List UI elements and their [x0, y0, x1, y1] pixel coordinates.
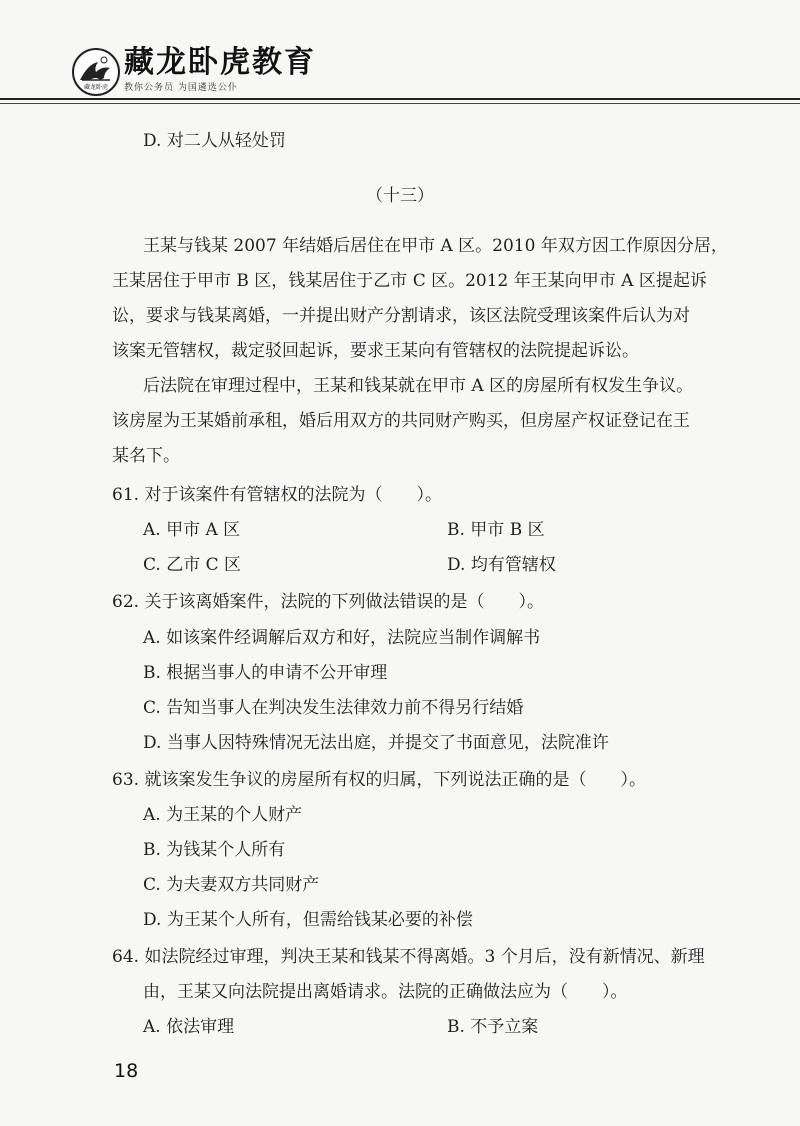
question-61-option-a: A. 甲市 A 区 [143, 520, 241, 540]
passage-line: 该房屋为王某婚前承租，婚后用双方的共同财产购买，但房屋产权证登记在王 [112, 411, 690, 431]
question-64-stem: 64. 如法院经过审理，判决王某和钱某不得离婚。3 个月后，没有新情况、新理 [112, 947, 705, 967]
question-62-option-d: D. 当事人因特殊情况无法出庭，并提交了书面意见，法院准许 [143, 733, 609, 753]
passage-line: 后法院在审理过程中，王某和钱某就在甲市 A 区的房屋所有权发生争议。 [143, 376, 694, 396]
question-62-option-a: A. 如该案件经调解后双方和好，法院应当制作调解书 [143, 628, 541, 648]
question-61-option-b: B. 甲市 B 区 [447, 520, 545, 540]
question-64-stem-continued: 由，王某又向法院提出离婚请求。法院的正确做法应为（ ）。 [143, 982, 628, 1002]
question-64-option-b: B. 不予立案 [447, 1017, 539, 1037]
question-63-option-b: B. 为钱某个人所有 [143, 840, 286, 860]
question-63-stem: 63. 就该案发生争议的房屋所有权的归属，下列说法正确的是（ ）。 [112, 770, 646, 790]
page-number: 18 [114, 1060, 139, 1082]
page-header [0, 0, 800, 104]
question-63-option-c: C. 为夫妻双方共同财产 [143, 875, 320, 895]
passage-line: 讼，要求与钱某离婚，一并提出财产分割请求，该区法院受理该案件后认为对 [112, 306, 690, 326]
question-62-option-b: B. 根据当事人的申请不公开审理 [143, 663, 388, 683]
section-title: （十三） [366, 186, 434, 206]
passage-line: 王某居住于甲市 B 区，钱某居住于乙市 C 区。2012 年王某向甲市 A 区提起诉 [112, 271, 707, 291]
question-61-option-c: C. 乙市 C 区 [143, 555, 242, 575]
brand-slogan: 教你公务员 为国遴选公仆 [124, 83, 238, 93]
question-62-stem: 62. 关于该离婚案件，法院的下列做法错误的是（ ）。 [112, 592, 544, 612]
logo-seal-text: 藏龙卧虎 [83, 84, 108, 91]
question-63-option-d: D. 为王某个人所有，但需给钱某必要的补偿 [143, 910, 473, 930]
header-rule-thin [0, 103, 800, 104]
passage-line: 王某与钱某 2007 年结婚后居住在甲市 A 区。2010 年双方因工作原因分居， [143, 236, 728, 256]
header-rule-thick [0, 98, 800, 100]
brand-logo [72, 48, 120, 96]
question-61-stem: 61. 对于该案件有管辖权的法院为（ ）。 [112, 485, 442, 505]
passage-line: 该案无管辖权，裁定驳回起诉，要求王某向有管辖权的法院提起诉讼。 [112, 341, 639, 361]
brand-name: 藏龙卧虎教育 [124, 45, 316, 80]
previous-option-d: D. 对二人从轻处罚 [143, 131, 286, 151]
passage-line: 某名下。 [112, 446, 180, 466]
question-61-option-d: D. 均有管辖权 [447, 555, 556, 575]
question-64-option-a: A. 依法审理 [143, 1017, 235, 1037]
question-62-option-c: C. 告知当事人在判决发生法律效力前不得另行结婚 [143, 698, 524, 718]
question-63-option-a: A. 为王某的个人财产 [143, 805, 303, 825]
